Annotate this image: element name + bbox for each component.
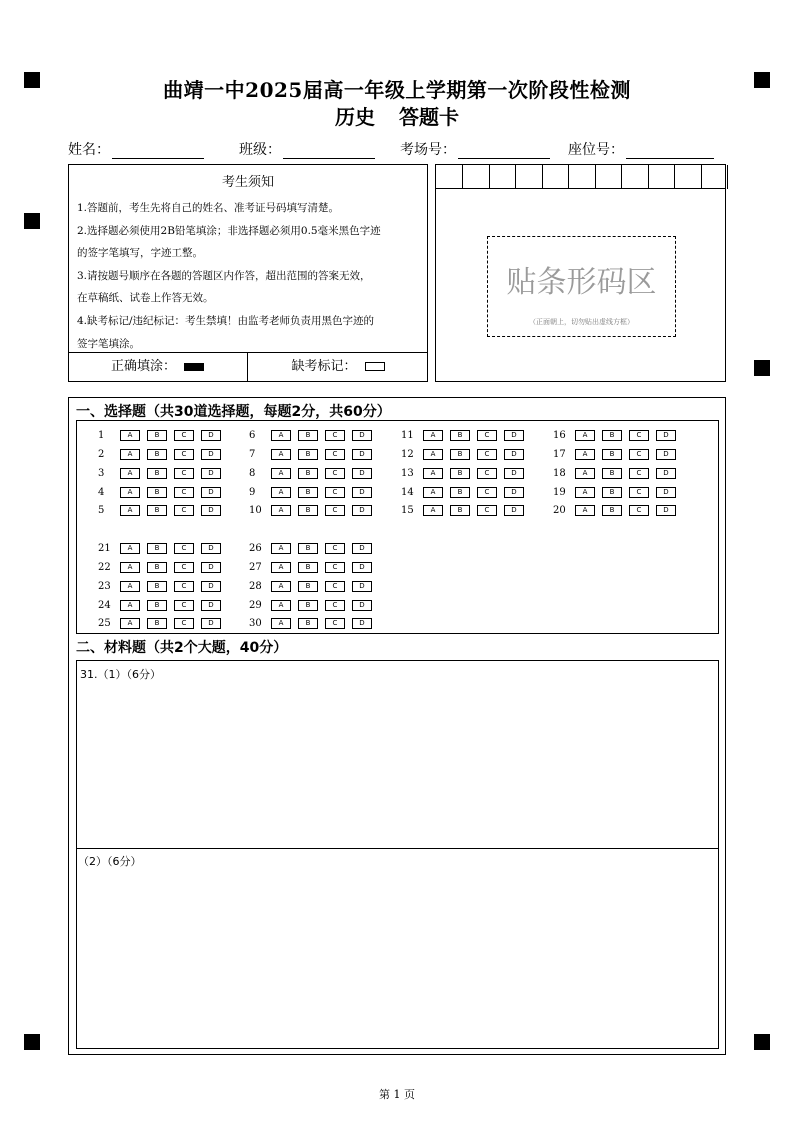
option-bubble-c[interactable]: C	[174, 487, 194, 498]
question-row	[249, 429, 379, 442]
question-row	[249, 467, 379, 480]
barcode-note: （正面朝上，切勿贴出虚线方框）	[529, 318, 634, 326]
class-label: 班级：	[239, 142, 281, 158]
option-bubble-a[interactable]: A	[271, 487, 291, 498]
id-digit-cell[interactable]	[464, 165, 490, 189]
option-bubble-c[interactable]: C	[477, 505, 497, 516]
option-bubble-b[interactable]: B	[147, 487, 167, 498]
option-bubble-b[interactable]: B	[147, 581, 167, 592]
option-bubble-a[interactable]: A	[271, 618, 291, 629]
option-bubble-a[interactable]: A	[423, 487, 443, 498]
option-bubble-d[interactable]: D	[352, 449, 372, 460]
question-row	[401, 429, 531, 442]
notice-text	[77, 197, 422, 355]
option-bubble-a[interactable]: A	[271, 581, 291, 592]
option-bubble-d[interactable]: D	[504, 505, 524, 516]
question-number: 1	[98, 430, 105, 441]
question-row	[553, 486, 683, 499]
question-row	[249, 504, 379, 517]
option-bubble-a[interactable]: A	[575, 449, 595, 460]
option-bubble-d[interactable]: D	[201, 505, 221, 516]
option-bubble-c[interactable]: C	[325, 562, 345, 573]
option-bubble-d[interactable]: D	[201, 468, 221, 479]
question-row	[401, 467, 531, 480]
option-bubble-b[interactable]: B	[147, 468, 167, 479]
page-number: 第 1 页	[379, 1088, 415, 1101]
question-number: 20	[553, 505, 566, 516]
option-bubble-d[interactable]: D	[352, 600, 372, 611]
option-bubble-b[interactable]: B	[450, 430, 470, 441]
question-row	[98, 617, 228, 630]
question-number: 18	[553, 468, 566, 479]
question-row	[401, 504, 531, 517]
option-bubble-b[interactable]: B	[147, 449, 167, 460]
filled-box-icon	[184, 363, 204, 371]
alignment-mark	[24, 213, 40, 229]
question-row	[553, 448, 683, 461]
notice-line: 的签字笔填写，字迹工整。	[77, 247, 203, 260]
question-row	[98, 448, 228, 461]
question-row	[98, 504, 228, 517]
seat-line[interactable]	[626, 144, 714, 159]
alignment-mark	[754, 360, 770, 376]
room-label: 考场号：	[400, 142, 456, 158]
option-bubble-d[interactable]: D	[352, 430, 372, 441]
option-bubble-b[interactable]: B	[298, 430, 318, 441]
option-bubble-a[interactable]: A	[575, 505, 595, 516]
option-bubble-a[interactable]: A	[271, 562, 291, 573]
option-bubble-d[interactable]: D	[656, 468, 676, 479]
question-number: 7	[249, 449, 256, 460]
correct-fill-legend	[68, 353, 247, 381]
option-bubble-d[interactable]: D	[201, 600, 221, 611]
question-number: 24	[98, 600, 111, 611]
question-number: 16	[553, 430, 566, 441]
question-number: 3	[98, 468, 105, 479]
option-bubble-a[interactable]: A	[575, 487, 595, 498]
option-bubble-b[interactable]: B	[450, 487, 470, 498]
option-bubble-c[interactable]: C	[325, 430, 345, 441]
question-row	[98, 542, 228, 555]
name-label: 姓名：	[68, 142, 110, 158]
option-bubble-d[interactable]: D	[201, 430, 221, 441]
option-bubble-d[interactable]: D	[352, 618, 372, 629]
question-row	[98, 580, 228, 593]
question-row	[401, 448, 531, 461]
id-digit-cell[interactable]	[517, 165, 543, 189]
option-bubble-c[interactable]: C	[477, 449, 497, 460]
id-digit-cell[interactable]	[702, 165, 728, 189]
question-row	[401, 486, 531, 499]
option-bubble-d[interactable]: D	[201, 618, 221, 629]
page-title: 曲靖一中2025届高一年级上学期第一次阶段性检测	[163, 78, 631, 102]
question-row	[98, 467, 228, 480]
option-bubble-a[interactable]: A	[271, 468, 291, 479]
name-line[interactable]	[112, 144, 204, 159]
option-bubble-b[interactable]: B	[298, 543, 318, 554]
question-row	[249, 542, 379, 555]
option-bubble-b[interactable]: B	[147, 618, 167, 629]
option-bubble-a[interactable]: A	[120, 487, 140, 498]
question-number: 6	[249, 430, 256, 441]
option-bubble-c[interactable]: C	[629, 505, 649, 516]
question-row	[98, 599, 228, 612]
option-bubble-b[interactable]: B	[602, 505, 622, 516]
question-number: 26	[249, 543, 262, 554]
option-bubble-b[interactable]: B	[298, 581, 318, 592]
option-bubble-d[interactable]: D	[504, 487, 524, 498]
notice-line: 3.请按题号顺序在各题的答题区内作答，超出范围的答案无效，	[77, 269, 371, 282]
option-bubble-d[interactable]: D	[504, 430, 524, 441]
alignment-mark	[754, 1034, 770, 1050]
option-bubble-d[interactable]: D	[656, 505, 676, 516]
q31-part2-label: （2）（6分）	[78, 855, 142, 868]
question-row	[553, 429, 683, 442]
option-bubble-d[interactable]: D	[201, 449, 221, 460]
option-bubble-a[interactable]: A	[120, 618, 140, 629]
option-bubble-c[interactable]: C	[477, 487, 497, 498]
q31-part1-label: 31.（1）（6分）	[80, 668, 161, 681]
option-bubble-c[interactable]: C	[174, 618, 194, 629]
question-number: 10	[249, 505, 262, 516]
option-bubble-a[interactable]: A	[423, 449, 443, 460]
option-bubble-d[interactable]: D	[201, 581, 221, 592]
question-row	[98, 486, 228, 499]
question-number: 8	[249, 468, 256, 479]
option-bubble-d[interactable]: D	[201, 487, 221, 498]
question-number: 12	[401, 449, 414, 460]
section1-heading: 一、选择题（共30道选择题，每题2分，共60分）	[76, 404, 391, 420]
question-number: 25	[98, 618, 111, 629]
question-number: 28	[249, 581, 262, 592]
option-bubble-b[interactable]: B	[147, 543, 167, 554]
option-bubble-b[interactable]: B	[450, 449, 470, 460]
option-bubble-d[interactable]: D	[352, 468, 372, 479]
option-bubble-a[interactable]: A	[120, 543, 140, 554]
option-bubble-b[interactable]: B	[147, 562, 167, 573]
seat-field[interactable]	[568, 139, 714, 159]
question-number: 11	[401, 430, 414, 441]
option-bubble-c[interactable]: C	[325, 600, 345, 611]
id-digit-cell[interactable]	[490, 165, 516, 189]
option-bubble-b[interactable]: B	[298, 468, 318, 479]
option-bubble-c[interactable]: C	[174, 430, 194, 441]
question-number: 2	[98, 449, 105, 460]
notice-title: 考生须知	[221, 175, 274, 190]
card-label: 答题卡	[399, 105, 459, 129]
notice-line: 签字笔填涂。	[77, 337, 140, 350]
option-bubble-c[interactable]: C	[325, 468, 345, 479]
option-bubble-c[interactable]: C	[325, 505, 345, 516]
option-bubble-c[interactable]: C	[629, 468, 649, 479]
option-bubble-d[interactable]: D	[504, 449, 524, 460]
option-bubble-c[interactable]: C	[629, 487, 649, 498]
option-bubble-c[interactable]: C	[629, 449, 649, 460]
option-bubble-a[interactable]: A	[120, 600, 140, 611]
option-bubble-c[interactable]: C	[325, 543, 345, 554]
question-number: 27	[249, 562, 262, 573]
option-bubble-a[interactable]: A	[575, 430, 595, 441]
seat-label: 座位号：	[568, 142, 624, 158]
option-bubble-c[interactable]: C	[477, 430, 497, 441]
option-bubble-a[interactable]: A	[120, 468, 140, 479]
option-bubble-a[interactable]: A	[271, 600, 291, 611]
subject-label: 历史	[335, 105, 375, 129]
question-number: 21	[98, 543, 111, 554]
option-bubble-b[interactable]: B	[298, 618, 318, 629]
class-field[interactable]	[239, 139, 375, 159]
option-bubble-b[interactable]: B	[298, 487, 318, 498]
id-digit-cell[interactable]	[623, 165, 649, 189]
option-bubble-a[interactable]: A	[423, 468, 443, 479]
id-digit-cell[interactable]	[437, 165, 463, 189]
option-bubble-a[interactable]: A	[271, 449, 291, 460]
option-bubble-a[interactable]: A	[120, 449, 140, 460]
option-bubble-b[interactable]: B	[450, 468, 470, 479]
option-bubble-a[interactable]: A	[271, 505, 291, 516]
option-bubble-b[interactable]: B	[450, 505, 470, 516]
option-bubble-c[interactable]: C	[174, 600, 194, 611]
page-subtitle	[0, 101, 794, 130]
notice-line: 4.缺考标记/违纪标记：考生禁填！由监考老师负责用黑色字迹的	[77, 314, 375, 327]
option-bubble-b[interactable]: B	[298, 449, 318, 460]
option-bubble-a[interactable]: A	[120, 505, 140, 516]
question-row	[98, 561, 228, 574]
option-bubble-a[interactable]: A	[120, 430, 140, 441]
option-bubble-b[interactable]: B	[298, 600, 318, 611]
option-bubble-b[interactable]: B	[602, 487, 622, 498]
room-field[interactable]	[400, 139, 550, 159]
option-bubble-d[interactable]: D	[656, 487, 676, 498]
notice-line: 1.答题前，考生先将自己的姓名、准考证号码填写清楚。	[77, 202, 340, 214]
option-bubble-b[interactable]: B	[602, 449, 622, 460]
option-bubble-d[interactable]: D	[504, 468, 524, 479]
option-bubble-a[interactable]: A	[120, 581, 140, 592]
id-digit-cell[interactable]	[676, 165, 702, 189]
question-number: 22	[98, 562, 111, 573]
option-bubble-d[interactable]: D	[352, 505, 372, 516]
option-bubble-c[interactable]: C	[174, 581, 194, 592]
absent-mark-label: 缺考标记：	[291, 359, 357, 374]
question-number: 19	[553, 487, 566, 498]
question-row	[249, 580, 379, 593]
question-row	[249, 448, 379, 461]
question-number: 15	[401, 505, 414, 516]
absent-mark-box[interactable]	[365, 362, 385, 371]
question-row	[249, 599, 379, 612]
option-bubble-b[interactable]: B	[147, 430, 167, 441]
absent-mark-legend	[248, 353, 428, 381]
question-number: 5	[98, 505, 105, 516]
option-bubble-a[interactable]: A	[423, 505, 443, 516]
notice-line: 2.选择题必须使用2B铅笔填涂；非选择题必须用0.5毫米黑色字迹	[77, 224, 381, 237]
option-bubble-d[interactable]: D	[352, 543, 372, 554]
option-bubble-a[interactable]: A	[120, 562, 140, 573]
option-bubble-d[interactable]: D	[352, 487, 372, 498]
option-bubble-c[interactable]: C	[325, 618, 345, 629]
part-divider	[76, 848, 719, 849]
section2-heading: 二、材料题（共2个大题，40分）	[76, 640, 288, 656]
option-bubble-c[interactable]: C	[174, 468, 194, 479]
question-number: 4	[98, 487, 105, 498]
question-row	[98, 429, 228, 442]
question-number: 29	[249, 600, 262, 611]
option-bubble-a[interactable]: A	[575, 468, 595, 479]
option-bubble-d[interactable]: D	[352, 562, 372, 573]
alignment-mark	[24, 1034, 40, 1050]
option-bubble-c[interactable]: C	[174, 449, 194, 460]
question-row	[249, 561, 379, 574]
class-line[interactable]	[283, 144, 375, 159]
option-bubble-c[interactable]: C	[477, 468, 497, 479]
option-bubble-d[interactable]: D	[656, 430, 676, 441]
option-bubble-b[interactable]: B	[298, 562, 318, 573]
room-line[interactable]	[458, 144, 550, 159]
option-bubble-c[interactable]: C	[325, 487, 345, 498]
option-bubble-c[interactable]: C	[174, 543, 194, 554]
option-bubble-c[interactable]: C	[174, 562, 194, 573]
notice-line: 在草稿纸、试卷上作答无效。	[77, 292, 214, 305]
option-bubble-c[interactable]: C	[325, 581, 345, 592]
option-bubble-b[interactable]: B	[298, 505, 318, 516]
option-bubble-d[interactable]: D	[201, 562, 221, 573]
option-bubble-d[interactable]: D	[201, 543, 221, 554]
option-bubble-d[interactable]: D	[352, 581, 372, 592]
name-field[interactable]	[68, 139, 204, 159]
option-bubble-b[interactable]: B	[147, 600, 167, 611]
question-number: 14	[401, 487, 414, 498]
option-bubble-c[interactable]: C	[325, 449, 345, 460]
question-number: 13	[401, 468, 414, 479]
option-bubble-b[interactable]: B	[602, 430, 622, 441]
option-bubble-c[interactable]: C	[174, 505, 194, 516]
question-number: 9	[249, 487, 256, 498]
question-row	[553, 467, 683, 480]
option-bubble-a[interactable]: A	[271, 430, 291, 441]
id-digit-cell[interactable]	[570, 165, 596, 189]
id-digit-cell[interactable]	[596, 165, 622, 189]
question-row	[553, 504, 683, 517]
correct-fill-label: 正确填涂：	[110, 359, 176, 374]
question-row	[249, 486, 379, 499]
option-bubble-b[interactable]: B	[147, 505, 167, 516]
question-number: 30	[249, 618, 262, 629]
option-bubble-c[interactable]: C	[629, 430, 649, 441]
barcode-label: 贴条形码区	[506, 265, 657, 300]
option-bubble-d[interactable]: D	[656, 449, 676, 460]
question-row	[249, 617, 379, 630]
question-number: 17	[553, 449, 566, 460]
question-number: 23	[98, 581, 111, 592]
option-bubble-a[interactable]: A	[423, 430, 443, 441]
option-bubble-a[interactable]: A	[271, 543, 291, 554]
id-digit-cell[interactable]	[543, 165, 569, 189]
id-digit-cell[interactable]	[649, 165, 675, 189]
option-bubble-b[interactable]: B	[602, 468, 622, 479]
material-answer-area[interactable]	[76, 660, 719, 1049]
